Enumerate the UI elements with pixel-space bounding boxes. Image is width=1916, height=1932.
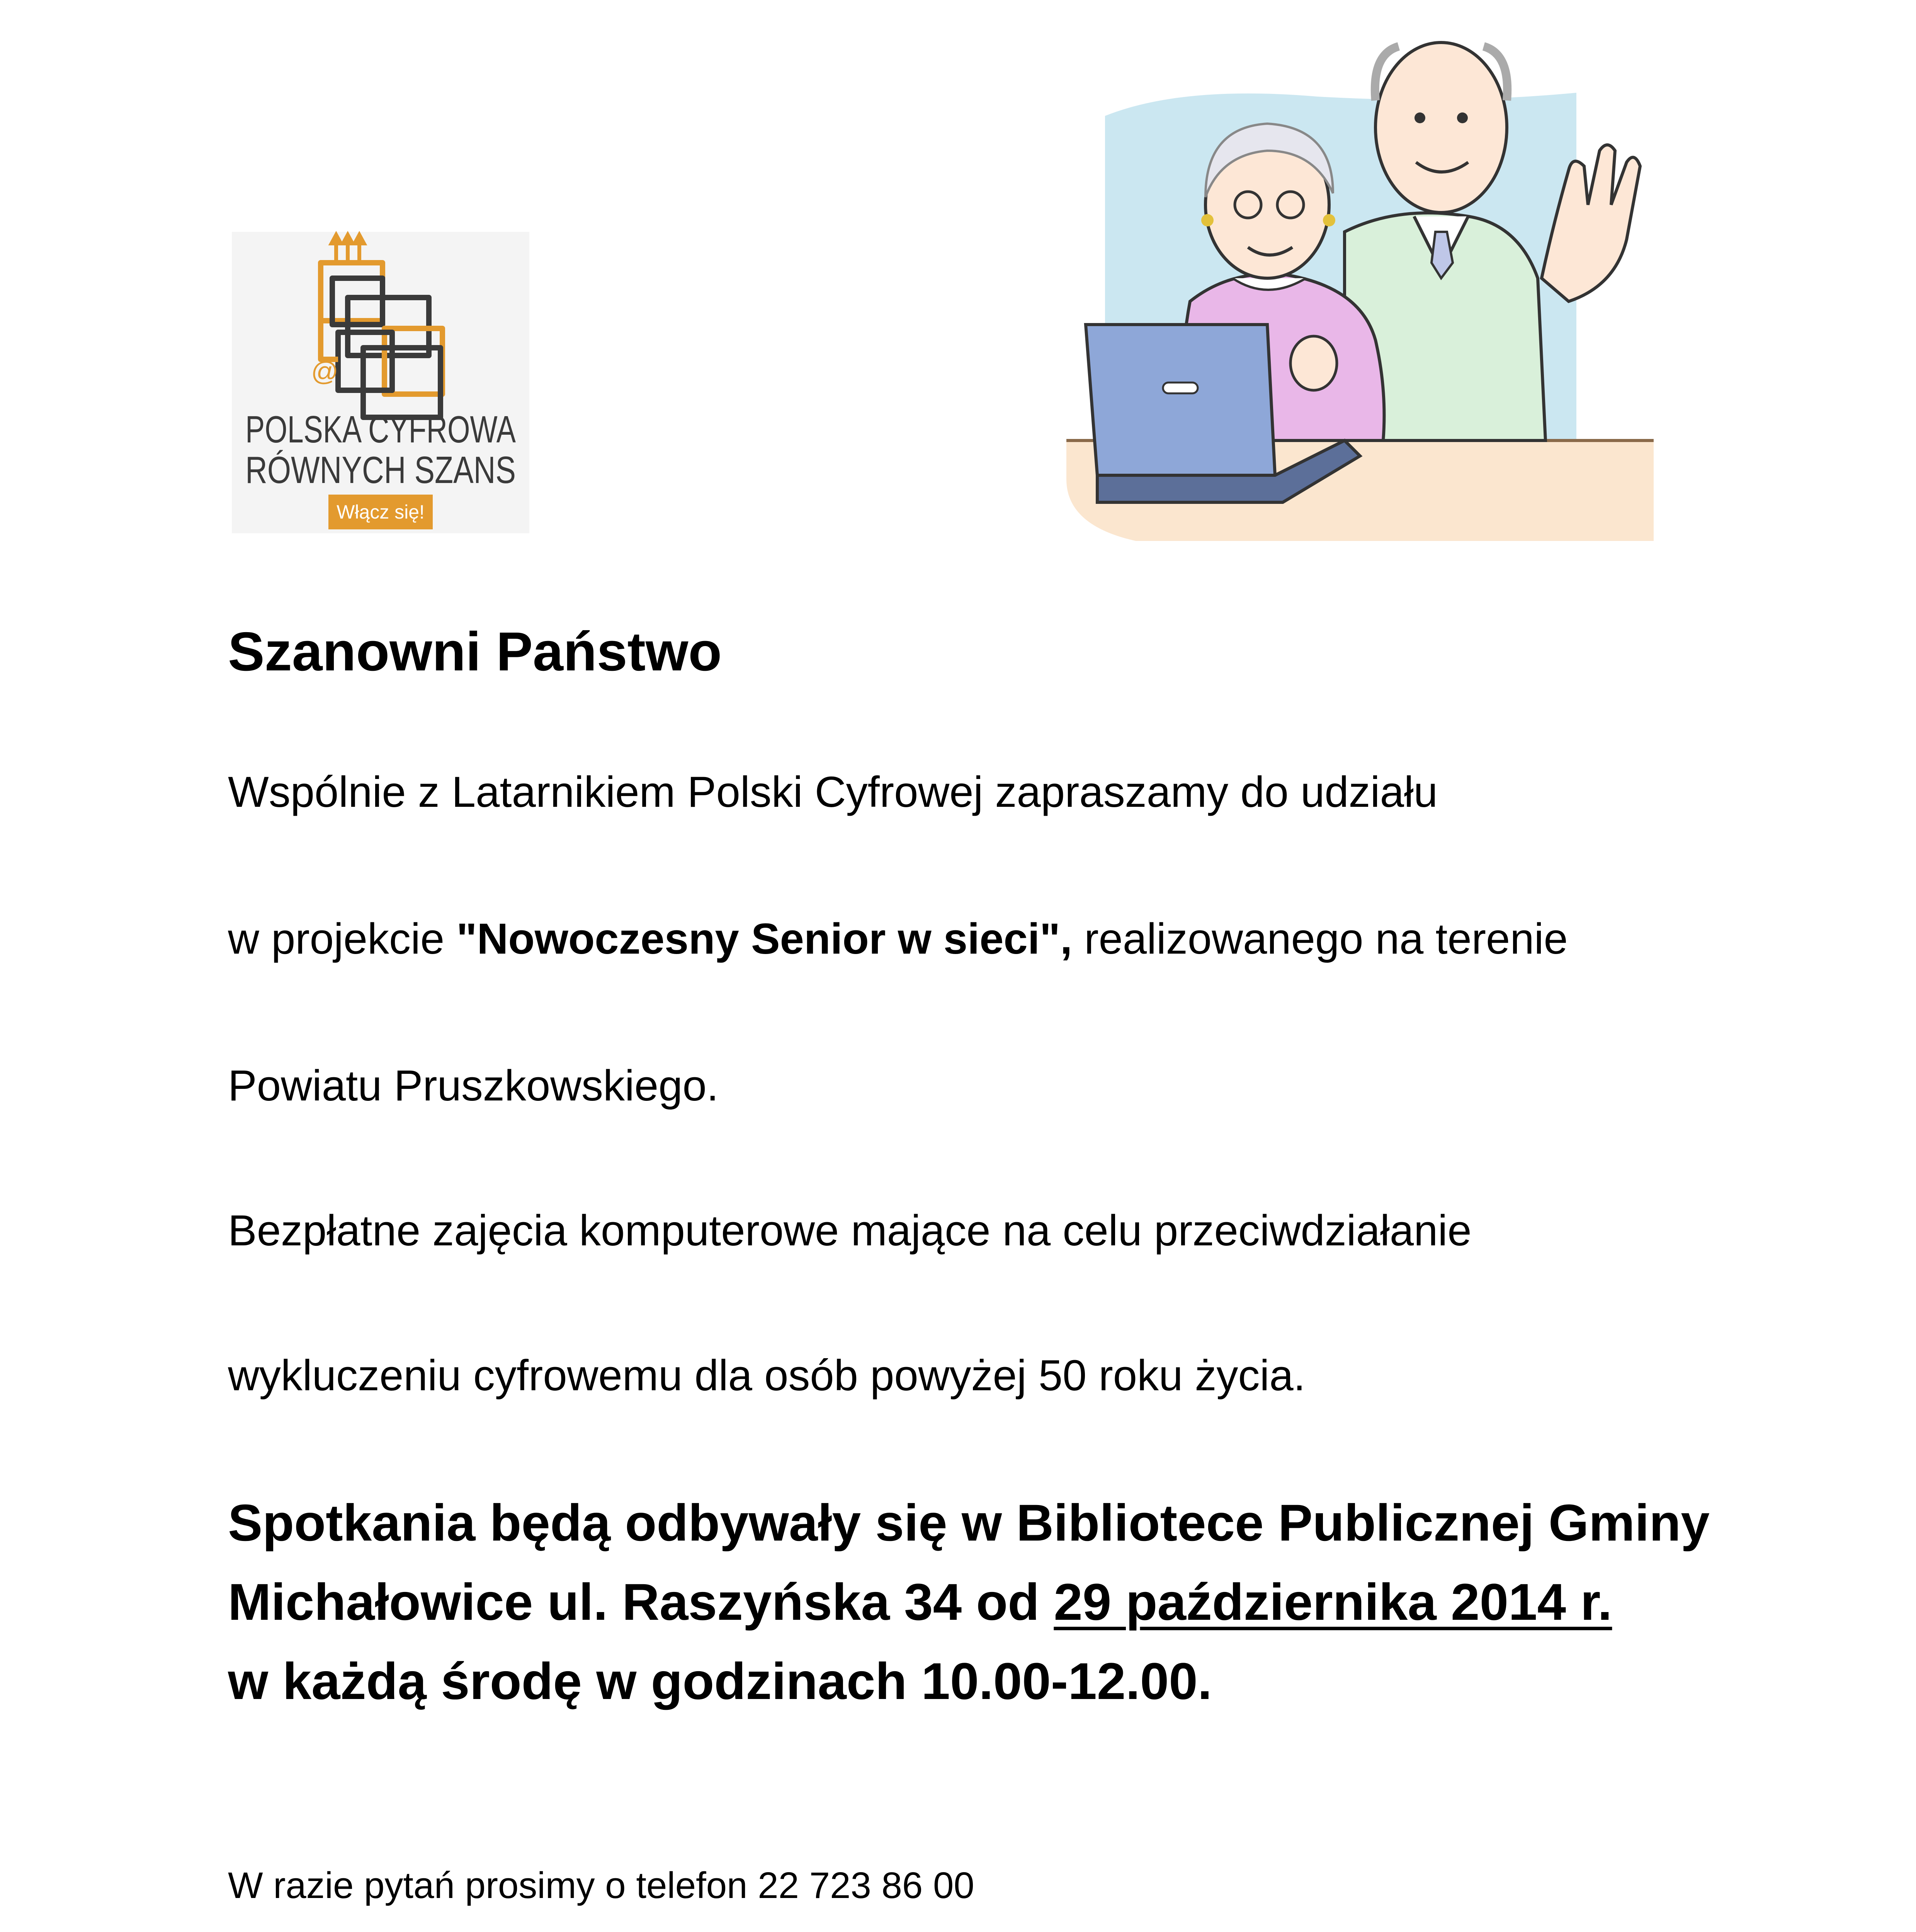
seniors-laptop-illustration <box>1066 23 1654 541</box>
polska-cyfrowa-logo <box>232 232 529 533</box>
paragraph-1-line-2 <box>228 914 1568 964</box>
paragraph-1-line-1: Wspólnie z Latarnikiem Polski Cyfrowej zapraszamy do udziału <box>228 768 1438 816</box>
contact-info: W razie pytań prosimy o telefon 22 723 86 00 <box>228 1865 974 1906</box>
paragraph-1-line-2-end: realizowanego na terenie <box>1072 915 1568 963</box>
paragraph-2-line-2: wykluczeniu cyfrowemu dla osób powyżej 50 roku życia. <box>228 1351 1306 1400</box>
meetings-location: Michałowice ul. Raszyńska 34 od <box>228 1573 1054 1631</box>
paragraph-2-line-1: Bezpłatne zajęcia komputerowe mające na celu przeciwdziałanie <box>228 1206 1472 1255</box>
project-name: "Nowoczesny Senior w sieci", <box>456 915 1073 963</box>
svg-text:@: @ <box>311 356 339 386</box>
logo-badge: Włącz się! <box>337 501 425 523</box>
meetings-start-date: 29 października 2014 r. <box>1054 1573 1612 1631</box>
paragraph-1-line-2-start: w projekcie <box>228 915 457 963</box>
logo-line-2: RÓWNYCH SZANS <box>245 449 516 491</box>
meetings-line-3: w każdą środę w godzinach 10.00-12.00. <box>228 1653 1212 1710</box>
logo-line-1: POLSKA CYFROWA <box>245 408 516 451</box>
meetings-line-1: Spotkania będą odbywały się w Bibliotece Publicznej Gminy <box>228 1494 1710 1552</box>
greeting: Szanowni Państwo <box>228 621 722 682</box>
paragraph-1-line-3: Powiatu Pruszkowskiego. <box>228 1061 719 1110</box>
meetings-line-2 <box>228 1573 1612 1632</box>
